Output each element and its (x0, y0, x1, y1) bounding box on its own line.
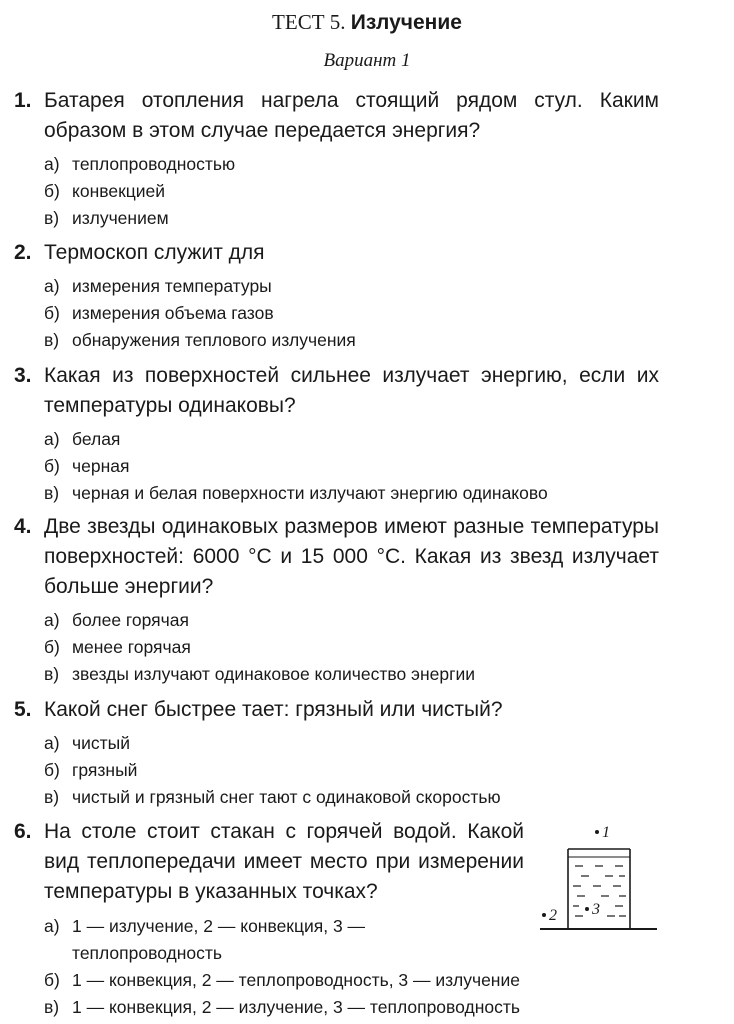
answer-option (44, 151, 659, 178)
option-text: чистый (72, 733, 131, 753)
option-letter: а) (44, 429, 60, 449)
answer-option (44, 634, 659, 661)
question-1 (14, 86, 659, 232)
option-letter: б) (44, 303, 60, 323)
option-letter: б) (44, 637, 60, 657)
answer-option (44, 661, 659, 688)
question-number: 1. (14, 89, 32, 112)
answer-option (44, 607, 659, 634)
option-text: измерения температуры (72, 276, 272, 296)
variant-label: Вариант 1 (323, 50, 411, 71)
option-text: звезды излучают одинаковое количество энергии (72, 664, 476, 684)
option-letter: в) (44, 208, 60, 228)
option-letter: б) (44, 760, 60, 780)
answer-option (44, 300, 659, 327)
option-letter: в) (44, 330, 60, 350)
option-letter: а) (44, 916, 60, 936)
option-text: чистый и грязный снег тают с одинаковой скоростью (72, 787, 501, 807)
question-number: 2. (14, 241, 32, 264)
point-2-dot (542, 913, 546, 917)
answer-option (44, 757, 659, 784)
option-letter: а) (44, 610, 60, 630)
test-label: ТЕСТ 5. (272, 10, 346, 34)
option-text: белая (72, 429, 121, 449)
option-text: излучением (72, 208, 169, 228)
answer-option (44, 730, 659, 757)
option-letter: б) (44, 970, 60, 990)
question-6 (14, 817, 524, 907)
option-letter: а) (44, 276, 60, 296)
option-letter: а) (44, 733, 60, 753)
option-text: грязный (72, 760, 138, 780)
option-letter: б) (44, 181, 60, 201)
question-number: 4. (14, 515, 32, 538)
question-number: 5. (14, 698, 32, 721)
question-5 (14, 695, 659, 811)
point-1-label: 1 (602, 824, 610, 841)
question-text: На столе стоит стакан с горячей водой. Какой вид теплопередачи имеет место при измерении температуры в указанных точках? (44, 820, 524, 903)
option-text: конвекцией (72, 181, 166, 201)
glass-diagram (535, 822, 665, 937)
question-number: 3. (14, 364, 32, 387)
point-1-dot (595, 830, 599, 834)
option-text: более горячая (72, 610, 189, 630)
point-2-label: 2 (549, 907, 557, 924)
test-name: Излучение (350, 11, 462, 34)
answer-option (44, 205, 659, 232)
question-text: Какой снег быстрее тает: грязный или чистый? (44, 698, 503, 721)
option-text: менее горячая (72, 637, 191, 657)
option-text: черная (72, 456, 130, 476)
answer-option (44, 273, 659, 300)
question-text: Две звезды одинаковых размеров имеют разные температуры поверхностей: 6000 °С и 15 000 °С. Какая из звезд излучает больше энергии? (44, 515, 659, 598)
answer-option (44, 967, 659, 994)
question-text: Какая из поверхностей сильнее излучает энергию, если их температуры одинаковы? (44, 364, 659, 417)
answer-option (44, 480, 659, 507)
point-3-dot (585, 907, 589, 911)
glass-figure (535, 822, 665, 937)
option-letter: а) (44, 154, 60, 174)
answer-option (44, 327, 659, 354)
option-text: 1 — конвекция, 2 — теплопроводность, 3 — излучение (72, 970, 520, 990)
question-2 (14, 238, 659, 354)
option-text: измерения объема газов (72, 303, 274, 323)
point-3-label: 3 (592, 901, 600, 918)
test-title (0, 10, 734, 35)
option-text: 1 — конвекция, 2 — излучение, 3 — теплопроводность (72, 997, 520, 1017)
answer-option (44, 784, 659, 811)
question-number: 6. (14, 820, 32, 843)
answer-option (44, 178, 659, 205)
question-4 (14, 512, 659, 688)
question-text: Термоскоп служит для (44, 241, 265, 264)
option-letter: в) (44, 664, 60, 684)
answer-option (44, 453, 659, 480)
option-letter: в) (44, 787, 60, 807)
answer-option (44, 426, 659, 453)
option-text: 1 — излучение, 2 — конвекция, 3 — теплопроводность (72, 916, 366, 963)
option-letter: в) (44, 997, 60, 1017)
option-text: теплопроводностью (72, 154, 236, 174)
option-text: черная и белая поверхности излучают энергию одинаково (72, 483, 548, 503)
option-letter: в) (44, 483, 60, 503)
answer-option (44, 994, 659, 1021)
option-letter: б) (44, 456, 60, 476)
question-text: Батарея отопления нагрела стоящий рядом стул. Каким образом в этом случае передается энергия? (44, 89, 659, 142)
question-3 (14, 361, 659, 507)
option-text: обнаружения теплового излучения (72, 330, 356, 350)
answer-option (44, 913, 519, 967)
